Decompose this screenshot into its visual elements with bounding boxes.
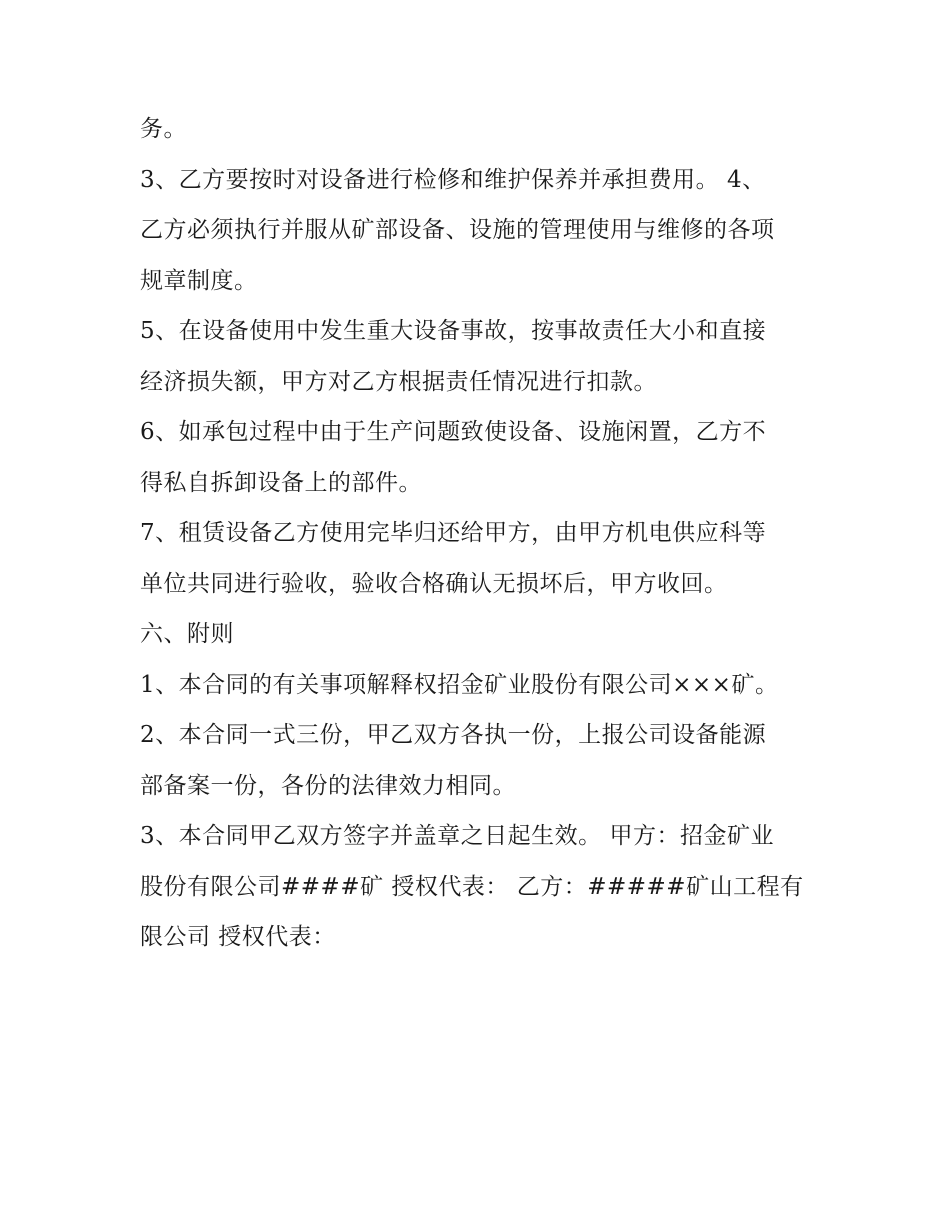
text-line: 6、如承包过程中由于生产问题致使设备、设施闲置，乙方不 [140,419,767,445]
text-line: 乙方必须执行并服从矿部设备、设施的管理使用与维修的各项 [140,217,775,243]
text-line: 务。 [140,116,187,142]
text-line: 规章制度。 [140,267,258,294]
text-line: 3、本合同甲乙双方签字并盖章之日起生效。 甲方：招金矿业 [140,823,774,849]
text-line: 限公司 授权代表： [140,924,336,950]
text-line: 2、本合同一式三份，甲乙双方各执一份，上报公司设备能源 [140,722,767,748]
text-line: 单位共同进行验收，验收合格确认无损坏后，甲方收回。 [140,570,728,597]
text-line: 7、租赁设备乙方使用完毕归还给甲方，由甲方机电供应科等 [140,520,767,546]
text-line: 5、在设备使用中发生重大设备事故，按事故责任大小和直接 [140,318,767,344]
text-line: 经济损失额，甲方对乙方根据责任情况进行扣款。 [140,368,657,395]
contract-text [140,104,820,963]
text-line: 得私自拆卸设备上的部件。 [140,469,422,496]
section-heading: 六、附则 [140,621,234,647]
text-line: 1、本合同的有关事项解释权招金矿业股份有限公司×××矿。 [140,671,779,698]
text-line: 部备案一份，各份的法律效力相同。 [140,772,516,799]
text-line: 股份有限公司####矿 授权代表： 乙方：#####矿山工程有 [140,873,804,900]
text-line: 3、乙方要按时对设备进行检修和维护保养并承担费用。 4、 [140,166,766,193]
